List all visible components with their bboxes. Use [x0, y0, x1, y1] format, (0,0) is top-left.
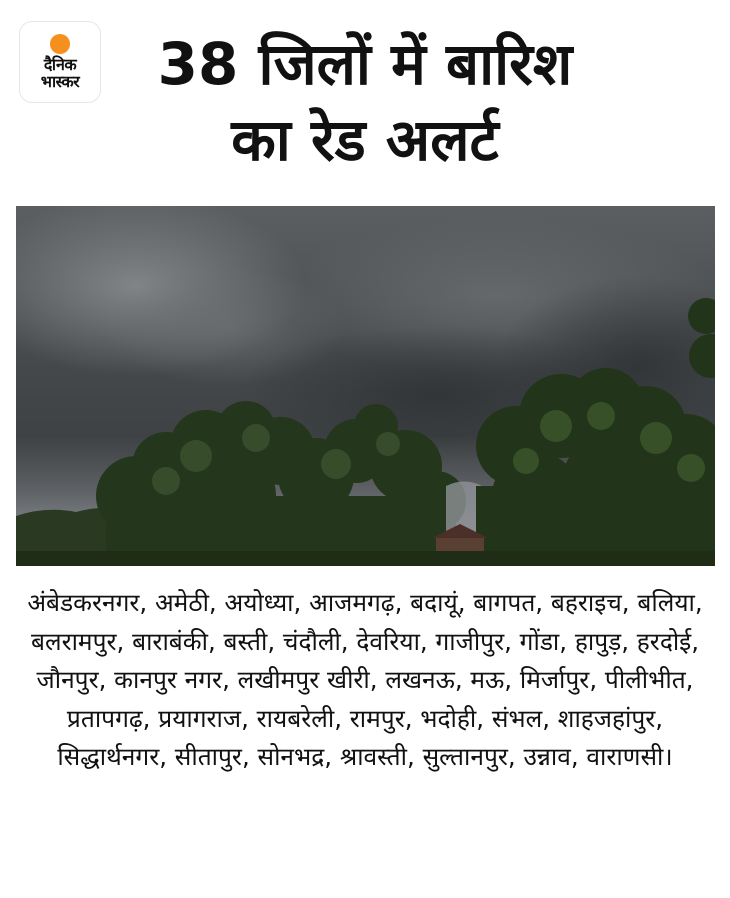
headline	[110, 26, 620, 178]
dainik-bhaskar-logo	[20, 22, 100, 102]
logo-text-line1: दैनिक	[43, 55, 77, 74]
logo-text-line2: भास्कर	[40, 72, 80, 91]
sun-icon	[50, 34, 70, 54]
storm-clouds-photo	[16, 206, 715, 566]
headline-line-2: का रेड अलर्ट	[231, 106, 499, 174]
headline-line-1: 38 जिलों में बारिश	[157, 30, 573, 98]
district-list: अंबेडकरनगर, अमेठी, अयोध्या, आजमगढ़, बदायूं, बागपत, बहराइच, बलिया, बलरामपुर, बाराबंकी, बस्ती, चंदौली, देवरिया, गाजीपुर, गोंडा, हापुड़, हरदोई, जौनपुर, कानपुर नगर, लखीमपुर खीरी, लखनऊ, मऊ, मिर्जापुर, पीलीभीत, प्रतापगढ़, प्रयागराज, रायबरेली, रामपुर, भदोही, संभल, शाहजहांपुर, सिद्धार्थनगर, सीतापुर, सोनभद्र, श्रावस्ती, सुल्तानपुर, उन्नाव, वाराणसी।	[27, 588, 703, 772]
